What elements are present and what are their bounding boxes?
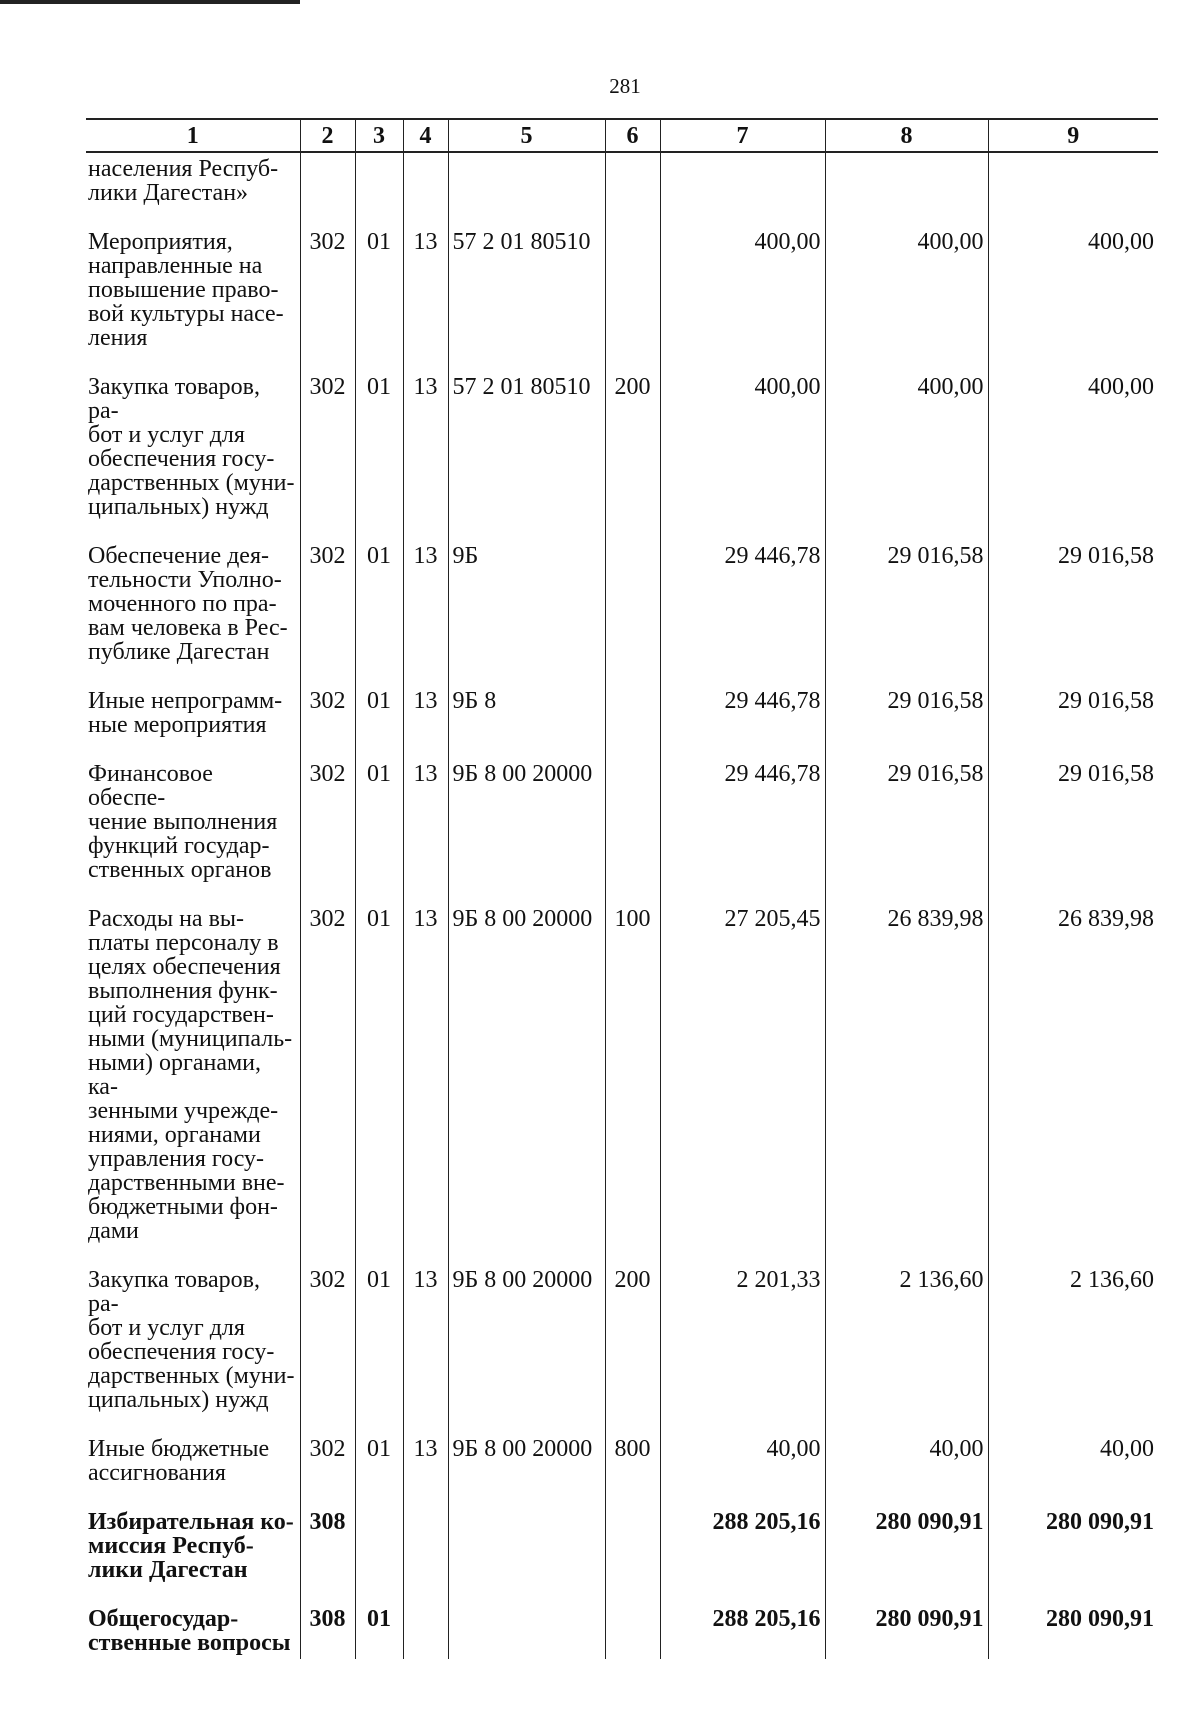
table-row xyxy=(86,152,1158,222)
cell-section xyxy=(355,152,403,222)
cell-expense-type xyxy=(605,536,660,681)
cell-amount-col8: 400,00 xyxy=(825,367,988,536)
table-row xyxy=(86,367,1158,536)
cell-admin-code: 302 xyxy=(300,1260,355,1429)
cell-expense-type xyxy=(605,152,660,222)
cell-name: Закупка товаров, ра- бот и услуг для обеспечения госу- дарственных (муни- ципальных) нужд xyxy=(86,367,300,536)
header-row xyxy=(86,119,1158,152)
cell-name: Финансовое обеспе- чение выполнения функций государ- ственных органов xyxy=(86,754,300,899)
cell-target-article: 9Б 8 xyxy=(448,681,605,754)
cell-amount-col8: 29 016,58 xyxy=(825,754,988,899)
cell-amount-col9 xyxy=(988,152,1158,222)
table-row xyxy=(86,681,1158,754)
cell-subsection xyxy=(403,1599,448,1659)
cell-amount-col8 xyxy=(825,152,988,222)
table-row xyxy=(86,222,1158,367)
cell-amount-col8: 400,00 xyxy=(825,222,988,367)
cell-expense-type xyxy=(605,1502,660,1599)
header-cell: 9 xyxy=(988,119,1158,152)
cell-amount-col7: 29 446,78 xyxy=(660,754,825,899)
cell-amount-col9: 2 136,60 xyxy=(988,1260,1158,1429)
cell-subsection: 13 xyxy=(403,367,448,536)
cell-expense-type: 200 xyxy=(605,367,660,536)
cell-target-article: 9Б xyxy=(448,536,605,681)
cell-amount-col9: 26 839,98 xyxy=(988,899,1158,1260)
cell-section: 01 xyxy=(355,681,403,754)
cell-subsection: 13 xyxy=(403,536,448,681)
cell-amount-col9: 280 090,91 xyxy=(988,1502,1158,1599)
cell-amount-col9: 29 016,58 xyxy=(988,536,1158,681)
table-row xyxy=(86,899,1158,1260)
cell-subsection: 13 xyxy=(403,681,448,754)
cell-subsection: 13 xyxy=(403,754,448,899)
cell-amount-col7: 400,00 xyxy=(660,222,825,367)
table-body xyxy=(86,152,1158,1659)
cell-subsection: 13 xyxy=(403,899,448,1260)
cell-target-article: 9Б 8 00 20000 xyxy=(448,1429,605,1502)
cell-section: 01 xyxy=(355,754,403,899)
cell-target-article: 57 2 01 80510 xyxy=(448,367,605,536)
cell-admin-code: 308 xyxy=(300,1599,355,1659)
cell-amount-col7: 288 205,16 xyxy=(660,1502,825,1599)
cell-expense-type: 200 xyxy=(605,1260,660,1429)
header-cell: 3 xyxy=(355,119,403,152)
cell-expense-type xyxy=(605,1599,660,1659)
cell-section: 01 xyxy=(355,1260,403,1429)
cell-admin-code: 302 xyxy=(300,1429,355,1502)
cell-expense-type xyxy=(605,754,660,899)
cell-section xyxy=(355,1502,403,1599)
cell-amount-col9: 40,00 xyxy=(988,1429,1158,1502)
header-cell: 2 xyxy=(300,119,355,152)
cell-expense-type: 800 xyxy=(605,1429,660,1502)
budget-table xyxy=(86,118,1158,1659)
cell-name: населения Респуб- лики Дагестан» xyxy=(86,152,300,222)
cell-amount-col7: 29 446,78 xyxy=(660,536,825,681)
cell-name: Мероприятия, направленные на повышение право- вой культуры насе- ления xyxy=(86,222,300,367)
header-cell: 6 xyxy=(605,119,660,152)
cell-amount-col7: 29 446,78 xyxy=(660,681,825,754)
cell-admin-code: 302 xyxy=(300,899,355,1260)
cell-section: 01 xyxy=(355,367,403,536)
table-row xyxy=(86,1502,1158,1599)
cell-amount-col9: 29 016,58 xyxy=(988,754,1158,899)
table-row xyxy=(86,536,1158,681)
header-cell: 7 xyxy=(660,119,825,152)
cell-subsection: 13 xyxy=(403,1429,448,1502)
cell-target-article xyxy=(448,152,605,222)
table-row xyxy=(86,1429,1158,1502)
cell-amount-col9: 400,00 xyxy=(988,367,1158,536)
table-row xyxy=(86,1260,1158,1429)
cell-name: Расходы на вы- платы персоналу в целях обеспечения выполнения функ- ций государствен- ными (муниципаль- ными) органами, ка- зенными учрежде- ниями, органами управления госу- дарственными вне- бюджетными фон- дами xyxy=(86,899,300,1260)
cell-admin-code: 302 xyxy=(300,367,355,536)
cell-amount-col9: 400,00 xyxy=(988,222,1158,367)
cell-subsection xyxy=(403,1502,448,1599)
cell-amount-col7: 27 205,45 xyxy=(660,899,825,1260)
cell-name: Иные непрограмм- ные мероприятия xyxy=(86,681,300,754)
header-cell: 5 xyxy=(448,119,605,152)
cell-expense-type: 100 xyxy=(605,899,660,1260)
header-cell: 8 xyxy=(825,119,988,152)
cell-amount-col7: 40,00 xyxy=(660,1429,825,1502)
cell-amount-col8: 29 016,58 xyxy=(825,536,988,681)
page-number: 281 xyxy=(609,74,641,98)
cell-amount-col7 xyxy=(660,152,825,222)
cell-section: 01 xyxy=(355,1599,403,1659)
cell-target-article: 57 2 01 80510 xyxy=(448,222,605,367)
cell-subsection: 13 xyxy=(403,222,448,367)
cell-expense-type xyxy=(605,681,660,754)
cell-section: 01 xyxy=(355,222,403,367)
cell-admin-code: 302 xyxy=(300,536,355,681)
cell-amount-col9: 280 090,91 xyxy=(988,1599,1158,1659)
cell-amount-col8: 29 016,58 xyxy=(825,681,988,754)
header-cell: 1 xyxy=(86,119,300,152)
cell-name: Общегосудар- ственные вопросы xyxy=(86,1599,300,1659)
cell-amount-col8: 280 090,91 xyxy=(825,1599,988,1659)
cell-section: 01 xyxy=(355,1429,403,1502)
cell-amount-col8: 280 090,91 xyxy=(825,1502,988,1599)
cell-name: Обеспечение дея- тельности Уполно- моченного по пра- вам человека в Рес- публике Дагестан xyxy=(86,536,300,681)
cell-target-article: 9Б 8 00 20000 xyxy=(448,1260,605,1429)
cell-amount-col9: 29 016,58 xyxy=(988,681,1158,754)
cell-section: 01 xyxy=(355,536,403,681)
cell-admin-code: 302 xyxy=(300,222,355,367)
cell-amount-col7: 400,00 xyxy=(660,367,825,536)
cell-amount-col7: 288 205,16 xyxy=(660,1599,825,1659)
cell-target-article: 9Б 8 00 20000 xyxy=(448,899,605,1260)
cell-subsection: 13 xyxy=(403,1260,448,1429)
cell-amount-col8: 26 839,98 xyxy=(825,899,988,1260)
table-row xyxy=(86,1599,1158,1659)
cell-expense-type xyxy=(605,222,660,367)
cell-target-article xyxy=(448,1599,605,1659)
cell-amount-col8: 40,00 xyxy=(825,1429,988,1502)
cell-admin-code xyxy=(300,152,355,222)
cell-admin-code: 302 xyxy=(300,754,355,899)
cell-amount-col8: 2 136,60 xyxy=(825,1260,988,1429)
top-border-line xyxy=(0,0,300,4)
header-cell: 4 xyxy=(403,119,448,152)
cell-name: Закупка товаров, ра- бот и услуг для обеспечения госу- дарственных (муни- ципальных) нужд xyxy=(86,1260,300,1429)
cell-section: 01 xyxy=(355,899,403,1260)
cell-name: Иные бюджетные ассигнования xyxy=(86,1429,300,1502)
cell-target-article: 9Б 8 00 20000 xyxy=(448,754,605,899)
cell-admin-code: 302 xyxy=(300,681,355,754)
cell-amount-col7: 2 201,33 xyxy=(660,1260,825,1429)
cell-subsection xyxy=(403,152,448,222)
table-row xyxy=(86,754,1158,899)
cell-admin-code: 308 xyxy=(300,1502,355,1599)
cell-target-article xyxy=(448,1502,605,1599)
cell-name: Избирательная ко- миссия Респуб- лики Дагестан xyxy=(86,1502,300,1599)
